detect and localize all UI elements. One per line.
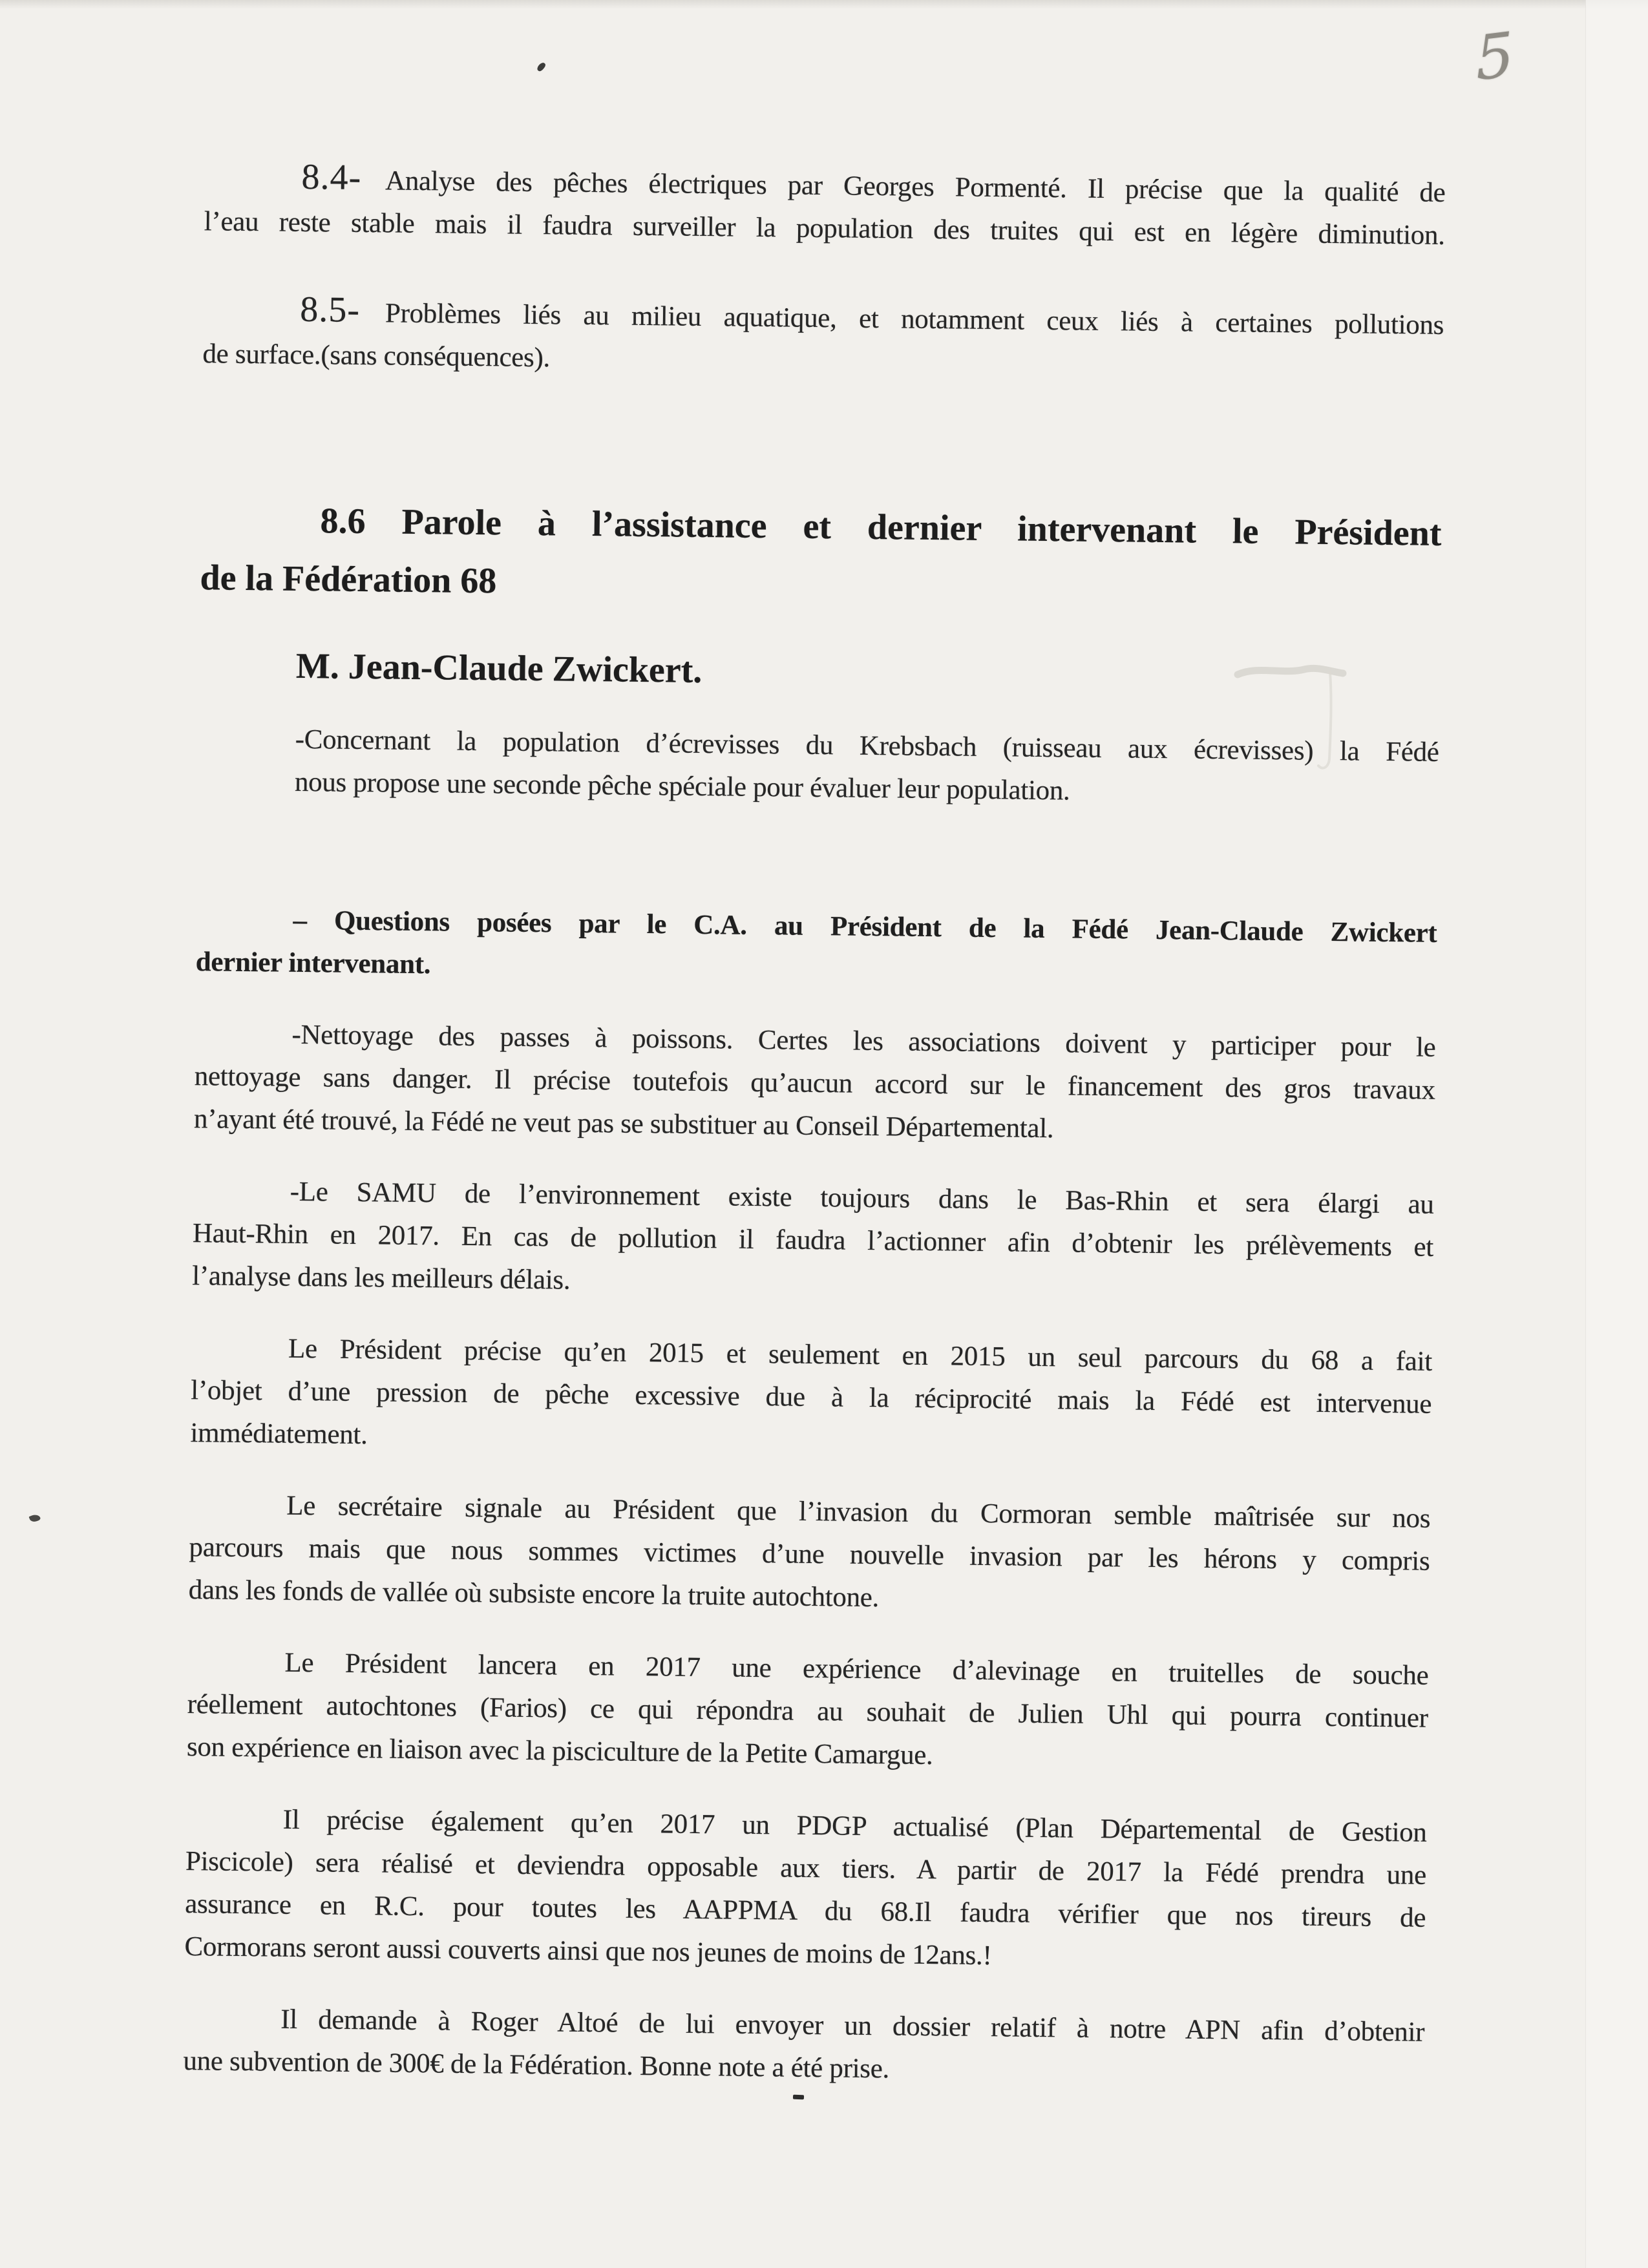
text-line: de surface.(sans conséquences). xyxy=(202,339,551,373)
text-line: nettoyage sans danger. Il précise toutefois qu’aucun accord sur le financement des gros travaux xyxy=(194,1061,1435,1106)
text-line: son expérience en liaison avec la pisciculture de la Petite Camargue. xyxy=(186,1732,933,1771)
paragraph xyxy=(198,717,1439,817)
text-line: Il précise également qu’en 2017 un PDGP actualisé (Plan Départemental de Gestion xyxy=(282,1804,1427,1848)
text-line: -Le SAMU de l’environnement existe toujours dans le Bas-Rhin et sera élargi au xyxy=(290,1176,1434,1220)
text-line: 8.5- Problèmes liés au milieu aquatique, et notamment ceux liés à certaines pollutions xyxy=(299,289,1444,341)
text-line: l’objet d’une pression de pêche excessive due à la réciprocité mais la Fédé est intervenue xyxy=(191,1375,1432,1420)
text-line: Cormorans seront aussi couverts ainsi que nos jeunes de moins de 12ans.! xyxy=(184,1931,992,1971)
text-line: Haut-Rhin en 2017. En cas de pollution il faudra l’actionner afin d’obtenir les prélèvements et xyxy=(192,1218,1434,1263)
paragraph xyxy=(187,1641,1429,1783)
text-line: immédiatement. xyxy=(190,1418,368,1451)
section-number: 8.5- xyxy=(299,289,386,331)
paragraph xyxy=(192,1170,1434,1312)
text-line: réellement autochtones (Farios) ce qui répondra au souhait de Julien Uhl qui pourra continuer xyxy=(187,1689,1428,1734)
text-line: n’ayant été trouvé, la Fédé ne veut pas se substituer au Conseil Départemental. xyxy=(193,1104,1054,1144)
text-line: assurance en R.C. pour toutes les AAPPMA du 68.Il faudra vérifier que nos tireurs de xyxy=(185,1889,1426,1933)
text-line: – Questions posées par le C.A. au Président de la Fédé Jean-Claude Zwickert xyxy=(293,905,1437,949)
paragraph xyxy=(183,1997,1424,2097)
scan-edge-artifact xyxy=(1585,0,1648,2268)
paragraph xyxy=(195,898,1437,998)
text-line: une subvention de 300€ de la Fédération. Bonne note a été prise. xyxy=(183,2046,890,2084)
paragraph xyxy=(184,1798,1427,1982)
text-line: -Nettoyage des passes à poissons. Certes les associations doivent y participer pour le xyxy=(291,1019,1436,1063)
section-number: 8.4- xyxy=(301,156,386,198)
text-line: 8.6 Parole à l’assistance et dernier intervenant le Président xyxy=(320,501,1442,554)
paragraph xyxy=(200,490,1442,621)
paragraph xyxy=(204,154,1445,257)
text-line: Le secrétaire signale au Président que l’invasion du Cormoran semble maîtrisée sur nos xyxy=(286,1490,1431,1534)
text-line: l’analyse dans les meilleurs délais. xyxy=(192,1261,571,1296)
paragraph xyxy=(188,1484,1430,1626)
ink-speck xyxy=(29,1513,41,1523)
footer-dash-mark xyxy=(793,2095,804,2100)
text-line: -Concernant la population d’écrevisses du Krebsbach (ruisseau aux écrevisses) la Fédé xyxy=(295,724,1439,768)
text-line: Le Président lancera en 2017 une expérience d’alevinage en truitelles de souche xyxy=(284,1647,1429,1691)
text-line: Il demande à Roger Altoé de lui envoyer un dossier relatif à notre APN afin d’obtenir xyxy=(280,2004,1425,2048)
scan-top-shadow xyxy=(0,0,1648,9)
paragraph xyxy=(199,636,1441,708)
handwritten-page-number: 5 xyxy=(1474,19,1516,95)
paragraph xyxy=(202,287,1444,390)
paragraph xyxy=(190,1327,1432,1469)
text-line: parcours mais que nous sommes victimes d’une nouvelle invasion par les hérons y compris xyxy=(189,1532,1430,1577)
text-line: M. Jean-Claude Zwickert. xyxy=(295,646,703,691)
text-line: dans les fonds de vallée où subsiste encore la truite autochtone. xyxy=(188,1575,880,1613)
paragraph xyxy=(194,1013,1436,1155)
document-content xyxy=(183,154,1446,2097)
text-line: de la Fédération 68 xyxy=(200,558,497,602)
text-line: dernier intervenant. xyxy=(195,947,431,980)
text-line: l’eau reste stable mais il faudra surveiller la population des truites qui est en légère diminution. xyxy=(204,206,1445,251)
ink-speck xyxy=(536,61,546,72)
text-line: Piscicole) sera réalisé et deviendra opposable aux tiers. A partir de 2017 la Fédé prendra une xyxy=(185,1846,1427,1891)
text-line: 8.4- Analyse des pêches électriques par Georges Pormenté. Il précise que la qualité de xyxy=(301,156,1446,208)
text-line: nous propose une seconde pêche spéciale pour évaluer leur population. xyxy=(294,766,1070,806)
text-line: Le Président précise qu’en 2015 et seulement en 2015 un seul parcours du 68 a fait xyxy=(288,1333,1433,1377)
